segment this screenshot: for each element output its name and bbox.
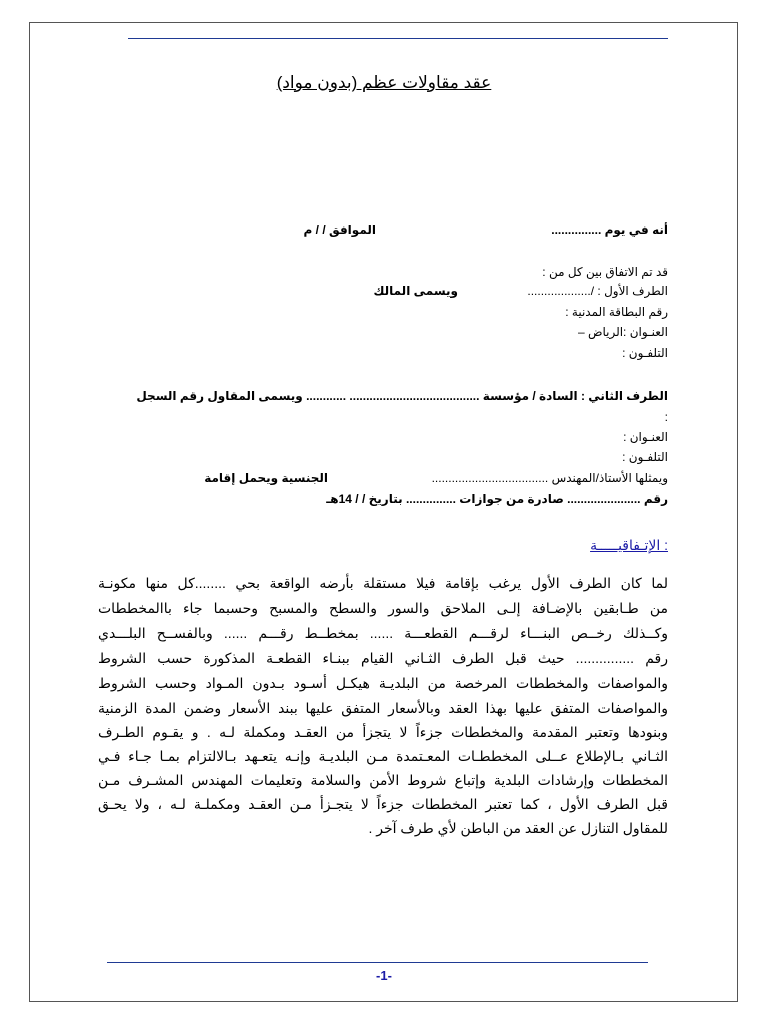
- second-party-address: العنـوان :: [623, 430, 668, 444]
- intro-line: قد تم الاتفاق بين كل من :: [542, 265, 668, 279]
- page-border: [29, 22, 738, 1002]
- page-number: -1-: [376, 968, 392, 983]
- first-party-phone: التلفـون :: [622, 346, 668, 360]
- agreement-line: المخططات وإرشادات البلدية وإتباع شروط الأمن والسلامة وتعليمات المهندس المشـرف مـن: [98, 772, 668, 788]
- agreement-line: والمواصفات المتفق عليها بهذا العقد وبالأسعار المتفق عليها ببند الأسعار وضمن المدة الزمنية: [98, 700, 668, 716]
- second-party-nationality: الجنسية ويحمل إقامة: [204, 471, 328, 485]
- agreement-line: للمقاول التنازل عن العقد من الباطن لأي طرف آخر .: [368, 820, 668, 836]
- first-party-label: الطرف الأول : /...................: [527, 284, 668, 298]
- second-party-colon: :: [664, 410, 668, 424]
- first-party-role: ويسمى المالك: [373, 284, 458, 298]
- agreement-heading: : الإتـفاقيـــــة: [590, 537, 668, 553]
- second-party-iqama: رقم ...................... صادرة من جوازات ............... بتاريخ / / 14هـ: [326, 492, 668, 506]
- first-party-address: العنـوان :الرياض –: [577, 325, 668, 339]
- agreement-line: وكــذلك رخــص البنـــاء لرقـــم القطعـــة ...... بمخطــط رقـــم ...... وبالفســح البلـــدي: [98, 625, 668, 641]
- agreement-line: قبل الطرف الأول ، كما تعتبر المخططات جزءاً لا يتجـزأ مـن العقـد ومكملـة لـه ، ولا يحـق: [98, 796, 668, 812]
- agreement-line: الثـاني بـالإطلاع عــلى المخططـات المعـتمدة مـن البلديـة وإنـه يتعـهد بـالالتزام بمـا جـاء فـي: [98, 748, 668, 764]
- second-party-representative: ويمثلها الأستاذ/المهندس ...................................: [431, 471, 668, 485]
- header-rule: [128, 38, 668, 39]
- agreement-line: رقم ............... حيث قبل الطرف الثـاني القيام ببنـاء القطعـة المذكورة حسب الشروط: [98, 650, 668, 666]
- date-corresponding: الموافق / / م: [303, 223, 376, 237]
- second-party-phone: التلفـون :: [622, 450, 668, 464]
- first-party-id-card: رقم البطاقة المدنية :: [565, 305, 668, 319]
- agreement-line: لما كان الطرف الأول يرغب بإقامة فيلا مستقلة بأرضه الواقعة بحي ........كل منها مكونـة: [98, 575, 668, 591]
- date-day: أنه في يوم ...............: [551, 223, 668, 237]
- agreement-line: من طـابقين بالإضـافة إلـى الملاحق والسور والسطح والمسبح وحسبما جاء باالمخططات: [98, 600, 668, 616]
- agreement-line: وبنودها وتعتبر المقدمة والمخططات جزءاً لا يتجزأ من العقـد ومكملة لـه . و يقـوم الطـرف: [98, 724, 668, 740]
- second-party-line: الطرف الثاني : السادة / مؤسسة ....................................... ............ ويسمى المقاول رقم السجل: [136, 389, 668, 403]
- footer-rule: [107, 962, 648, 963]
- document-title: عقد مقاولات عظم (بدون مواد): [276, 73, 492, 92]
- agreement-line: والمواصفات والمخططات المرخصة من البلديـة هيكـل أسـود بـدون المـواد وحسب الشروط: [98, 675, 668, 691]
